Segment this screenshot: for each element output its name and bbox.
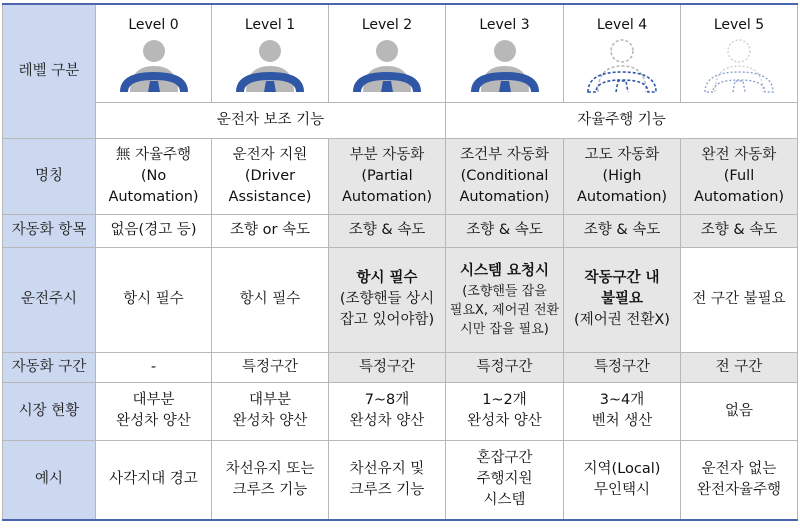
attention-cell-2 [329, 247, 446, 352]
example-cell-0 [96, 440, 212, 520]
sections-row [3, 352, 798, 382]
name-line: (Partial [361, 167, 413, 184]
section-cell: 특정구간 [446, 352, 564, 382]
driver-dashed-icon [582, 38, 662, 94]
attention-line: 잡고 있어야함) [339, 312, 435, 328]
autonomy-levels-table [2, 3, 798, 521]
names-row [3, 138, 798, 214]
auto-item-cell: 조향 & 속도 [446, 214, 564, 247]
example-line: 사각지대 경고 [109, 471, 198, 488]
header-market: 시장 현황 [3, 382, 96, 440]
name-line: 부분 자동화 [349, 146, 425, 163]
example-line: 무인택시 [593, 481, 651, 498]
market-cell-5 [681, 382, 798, 440]
name-cell-3 [446, 138, 564, 214]
market-line: 대부분 [248, 392, 292, 408]
header-auto-section: 자동화 구간 [3, 352, 96, 382]
attention-line: (조향핸들 상시 [339, 291, 435, 307]
level-label-2: Level 2 [361, 17, 413, 34]
name-line: (Conditional [460, 167, 549, 184]
header-name: 명칭 [3, 138, 96, 214]
attention-cell-4 [564, 247, 681, 352]
market-line: 없음 [724, 402, 753, 419]
section-cell: 전 구간 [681, 352, 798, 382]
market-cell-3 [446, 382, 564, 440]
market-line: 완성차 양산 [467, 413, 542, 429]
auto-items-row [3, 214, 798, 247]
group-autonomous: 자율주행 기능 [446, 102, 798, 138]
attention-cell-5: 전 구간 불필요 [681, 247, 798, 352]
example-cell-3 [446, 440, 564, 520]
market-cell-0 [96, 382, 212, 440]
name-line: Automation) [108, 188, 199, 205]
attention-bold: 불필요 [600, 291, 644, 307]
attention-line: 필요X, 제어권 전환 [449, 302, 560, 318]
examples-row [3, 440, 798, 520]
name-cell-0 [96, 138, 212, 214]
name-line: 고도 자동화 [584, 146, 660, 163]
level-cell-5 [681, 4, 798, 102]
auto-item-cell: 조향 & 속도 [681, 214, 798, 247]
level-label-5: Level 5 [713, 17, 765, 34]
example-cell-5 [681, 440, 798, 520]
section-cell: 특정구간 [329, 352, 446, 382]
level-label-1: Level 1 [244, 17, 296, 34]
levels-row [3, 4, 798, 102]
driver-solid-icon [465, 38, 545, 94]
example-line: 지역(Local) [583, 460, 661, 477]
driver-dashed-faint-icon [699, 38, 779, 94]
name-line: (Driver [244, 167, 296, 184]
name-line: (No [140, 167, 167, 184]
header-example: 예시 [3, 440, 96, 520]
example-cell-4 [564, 440, 681, 520]
example-line: 차선유지 및 [349, 460, 425, 477]
example-line: 차선유지 또는 [225, 460, 315, 477]
name-line: 완전 자동화 [701, 146, 777, 163]
section-cell: 특정구간 [564, 352, 681, 382]
attention-cell-1: 항시 필수 [212, 247, 329, 352]
market-line: 1~2개 [482, 392, 527, 408]
section-cell: - [96, 352, 212, 382]
level-cell-0 [96, 4, 212, 102]
header-auto-items: 자동화 항목 [3, 214, 96, 247]
auto-item-cell: 조향 or 속도 [212, 214, 329, 247]
header-attention: 운전주시 [3, 247, 96, 352]
driver-solid-icon [230, 38, 310, 94]
level-cell-4 [564, 4, 681, 102]
name-line: Automation) [576, 188, 668, 205]
name-line: 운전자 지원 [232, 146, 308, 163]
name-line: 無 자율주행 [115, 146, 192, 163]
example-line: 운전자 없는 [701, 460, 777, 477]
example-line: 시스템 [483, 492, 526, 509]
name-cell-1 [212, 138, 329, 214]
name-line: Automation) [459, 188, 550, 205]
market-line: 완성차 양산 [116, 413, 191, 429]
level-cell-1 [212, 4, 329, 102]
name-cell-5 [681, 138, 798, 214]
attention-bold: 작동구간 내 [584, 270, 660, 286]
market-line: 3~4개 [599, 392, 645, 408]
attention-line: 시만 잡을 필요) [460, 321, 549, 337]
attention-line: (제어권 전환X) [574, 312, 670, 328]
level-label-4: Level 4 [596, 17, 648, 34]
attention-cell-3 [446, 247, 564, 352]
example-cell-1 [212, 440, 329, 520]
attention-bold: 항시 필수 [356, 270, 418, 286]
name-line: Automation) [693, 188, 785, 205]
auto-item-cell: 조향 & 속도 [564, 214, 681, 247]
market-line: 완성차 양산 [349, 413, 425, 429]
level-label-3: Level 3 [479, 17, 530, 34]
name-line: (High [602, 167, 642, 184]
level-cell-3 [446, 4, 564, 102]
market-line: 완성차 양산 [232, 413, 308, 429]
market-row [3, 382, 798, 440]
header-level-type: 레벨 구분 [3, 4, 96, 138]
name-line: (Full [723, 167, 755, 184]
level-cell-2 [329, 4, 446, 102]
name-line: Automation) [341, 188, 433, 205]
groups-row [3, 102, 798, 138]
example-cell-2 [329, 440, 446, 520]
driver-solid-icon [347, 38, 427, 94]
attention-row [3, 247, 798, 352]
level-label-0: Level 0 [128, 17, 179, 34]
market-line: 대부분 [132, 392, 175, 408]
driver-solid-icon [114, 38, 194, 94]
auto-item-cell: 조향 & 속도 [329, 214, 446, 247]
market-cell-1 [212, 382, 329, 440]
attention-bold: 시스템 요청시 [459, 262, 550, 279]
example-line: 크루즈 기능 [349, 481, 425, 498]
name-cell-4 [564, 138, 681, 214]
market-line: 7~8개 [364, 392, 410, 408]
name-line: Assistance) [228, 188, 312, 205]
example-line: 크루즈 기능 [232, 481, 308, 498]
market-cell-2 [329, 382, 446, 440]
auto-item-cell: 없음(경고 등) [96, 214, 212, 247]
market-line: 벤처 생산 [591, 413, 653, 429]
group-assist: 운전자 보조 기능 [96, 102, 446, 138]
example-line: 주행지원 [476, 471, 533, 488]
attention-line: (조향핸들 잡을 [462, 283, 547, 299]
example-line: 완전자율주행 [696, 481, 782, 498]
market-cell-4 [564, 382, 681, 440]
attention-cell-0: 항시 필수 [96, 247, 212, 352]
section-cell: 특정구간 [212, 352, 329, 382]
name-cell-2 [329, 138, 446, 214]
example-line: 혼잡구간 [476, 450, 533, 467]
name-line: 조건부 자동화 [460, 146, 549, 163]
